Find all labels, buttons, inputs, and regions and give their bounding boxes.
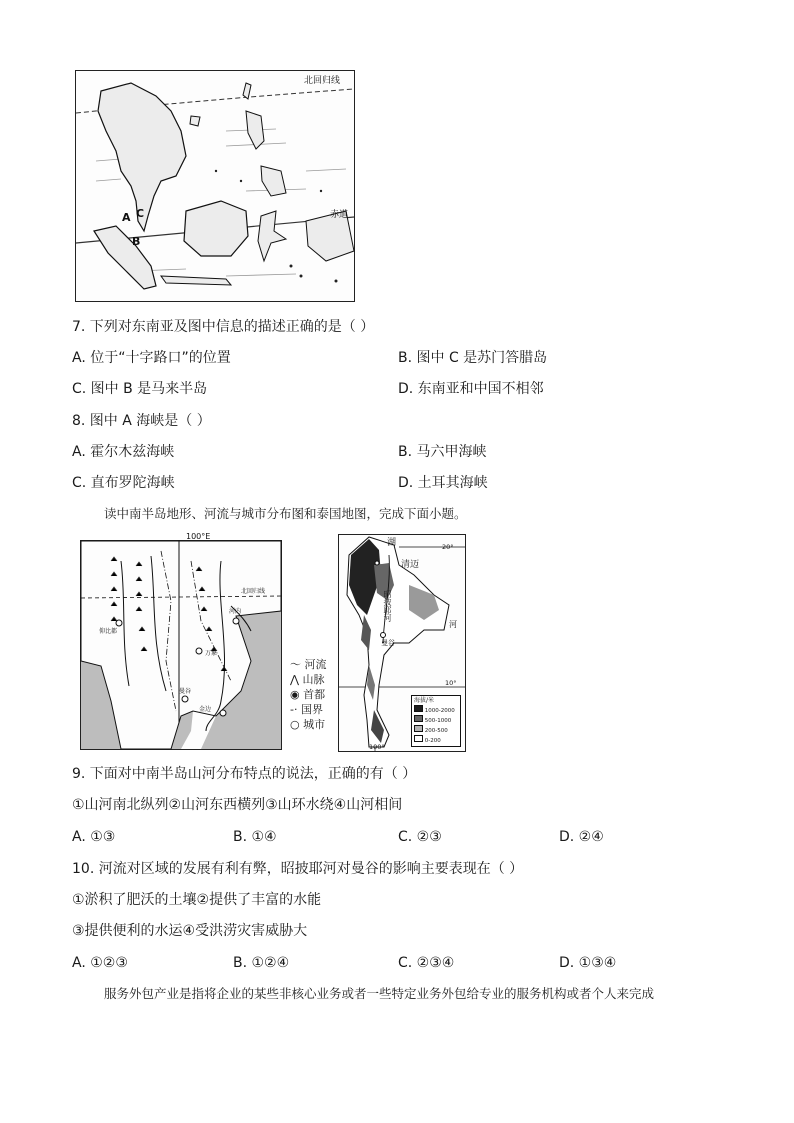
legend-row-4: 0-200 [414,735,458,745]
section-intro: 读中南半岛地形、河流与城市分布图和泰国地图，完成下面小题。 [104,506,467,521]
tropic-label: 北回归线 [241,588,266,595]
equator-label: 赤道 [330,210,349,220]
q9-option-d[interactable]: D. ②④ [559,829,604,845]
mark-a: A [122,211,131,224]
legend-mountain: ⋀ 山脉 [290,673,325,686]
borneo-island [184,201,248,256]
lat-10-label: 10° [445,679,457,687]
mindanao-island [261,166,286,196]
q9-stem: 9. 下面对中南半岛山河分布特点的说法，正确的有（ ） [72,766,417,782]
q10-option-b[interactable]: B. ①②④ [233,955,290,971]
indochina-map [80,532,282,750]
q9-choices: ①山河南北纵列②山河东西横列③山环水绕④山河相间 [72,797,403,813]
q7-option-a[interactable]: A. 位于“十字路口”的位置 [72,350,231,366]
legend-swatch-3 [414,725,423,732]
legend-border: -· 国界 [290,703,323,716]
q7-stem: 7. 下列对东南亚及图中信息的描述正确的是（ ） [72,319,375,335]
lat-20-label: 20° [442,543,454,551]
gulf-of-thailand [171,711,193,749]
next-section-intro: 服务外包产业是指将企业的某些非核心业务或者一些特定业务外包给专业的服务机构或者个人来完成 [104,986,655,1001]
naypyidaw-marker [116,620,122,626]
legend-row-1: 1000-2000 [414,705,458,715]
indochina-map-drawing [81,532,281,749]
elevation-legend [411,695,461,747]
q8-stem: 8. 图中 A 海峡是（ ） [72,413,211,429]
elevation-legend-title: 海拔/米 [414,697,435,704]
legend-city: ○ 城市 [290,718,326,731]
phnompenh-marker [220,710,226,716]
southeast-asia-map-drawing [76,71,354,301]
bangkok-marker [381,633,386,638]
border-icon: -· [290,703,301,716]
q7-option-c[interactable]: C. 图中 B 是马来半岛 [72,381,208,397]
meridian-label: 100°E [186,532,211,541]
chiangmai-marker [375,561,379,565]
city-bangkok: 曼谷 [179,688,192,695]
river-name-label: 昭披耶河 [383,590,392,622]
luzon-island [246,111,264,149]
city-phnompenh: 金边 [199,706,212,713]
city-icon: ○ [290,718,304,731]
river-side-label: 河 [449,620,457,629]
q8-option-b[interactable]: B. 马六甲海峡 [398,444,487,460]
mountain-icon: ⋀ [290,673,303,686]
java-island [161,276,231,285]
mark-c: C [136,207,145,220]
q10-option-c[interactable]: C. ②③④ [398,955,455,971]
legend-row-2: 500-1000 [414,715,458,725]
q10-stem: 10. 河流对区域的发展有利有弊，昭披耶河对曼谷的影响主要表现在（ ） [72,861,524,877]
vientiane-marker [196,648,202,654]
lake-label: 湖 [387,538,397,548]
mark-b: B [132,235,141,248]
tropic-label: 北回归线 [304,76,341,86]
bangkok-label: 曼谷 [381,639,395,647]
legend-swatch-2 [414,715,423,722]
capital-icon: ◉ [290,688,304,701]
q10-option-d[interactable]: D. ①③④ [559,955,617,971]
q8-option-a[interactable]: A. 霍尔木兹海峡 [72,444,175,460]
andaman-sea [81,661,121,749]
q10-option-a[interactable]: A. ①②③ [72,955,128,971]
q9-option-b[interactable]: B. ①④ [233,829,277,845]
legend-row-3: 200-500 [414,725,458,735]
southeast-asia-map [75,70,355,302]
q7-option-d[interactable]: D. 东南亚和中国不相邻 [398,381,544,397]
hainan-island [190,116,200,126]
q7-option-b[interactable]: B. 图中 C 是苏门答腊岛 [398,350,548,366]
tropic-line [81,596,281,598]
city-vientiane: 万象 [205,650,218,657]
legend-capital: ◉ 首都 [290,688,326,701]
sumatra-island [94,226,156,289]
sulawesi-island [258,211,286,261]
q9-option-a[interactable]: A. ①③ [72,829,116,845]
q8-option-d[interactable]: D. 土耳其海峡 [398,475,488,491]
river-icon: 〜 [290,658,305,671]
q9-option-c[interactable]: C. ②③ [398,829,442,845]
city-hanoi: 河内 [229,608,242,615]
thailand-map [338,534,466,752]
legend-swatch-4 [414,735,423,742]
legend-swatch-1 [414,705,423,712]
chiangmai-label: 清迈 [401,560,420,570]
city-naypyidaw: 仰比都 [99,628,118,635]
hanoi-marker [233,618,239,624]
q10-choices-2: ③提供便利的水运④受洪涝灾害威胁大 [72,923,308,939]
bangkok-marker [182,696,188,702]
lon-100-label: 100° [369,743,385,751]
legend-river: 〜 河流 [290,658,327,671]
indochina-legend-list [290,657,327,732]
taiwan-island [243,83,251,99]
q10-choices-1: ①淤积了肥沃的土壤②提供了丰富的水能 [72,892,322,908]
q8-option-c[interactable]: C. 直布罗陀海峡 [72,475,175,491]
